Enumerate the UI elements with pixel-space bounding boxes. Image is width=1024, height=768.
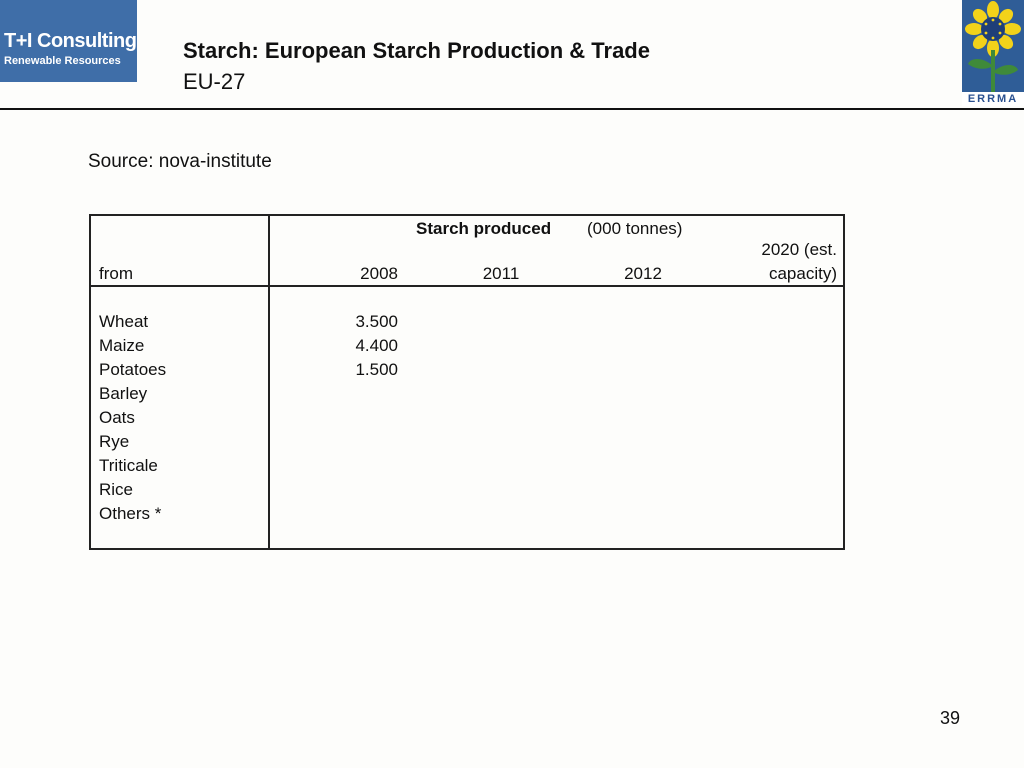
tic-logo-line1: T+I Consulting (4, 30, 137, 52)
row-label-barley: Barley (99, 384, 148, 403)
col-header-2012: 2012 (624, 264, 662, 283)
col-header-from: from (99, 264, 133, 283)
source-note: Source: nova-institute (88, 151, 272, 172)
row-label-rice: Rice (99, 480, 134, 499)
col-header-2020-line2: capacity) (768, 264, 837, 283)
col-header-2011: 2011 (482, 264, 520, 283)
row-value-wheat-2008: 3.500 (355, 312, 398, 331)
row-label-others: Others * (99, 504, 162, 523)
col-header-2008: 2008 (360, 264, 398, 283)
col-header-2020-line1: 2020 (est. (761, 240, 837, 259)
tic-logo (0, 0, 137, 82)
row-label-rye: Rye (99, 432, 130, 451)
table-column-divider (268, 216, 270, 548)
errma-logo-text: ERRMA (962, 92, 1024, 106)
group-header-title: Starch produced (416, 219, 552, 238)
row-label-oats: Oats (99, 408, 135, 427)
group-header-unit: (000 tonnes) (587, 219, 683, 238)
errma-logo (962, 0, 1024, 108)
slide-subtitle: EU-27 (183, 69, 246, 94)
tic-logo-line2: Renewable Resources (4, 55, 121, 67)
row-label-wheat: Wheat (99, 312, 149, 331)
row-label-triticale: Triticale (99, 456, 158, 475)
starch-table (89, 214, 845, 550)
row-label-maize: Maize (99, 336, 145, 355)
page-number: 39 (940, 708, 961, 728)
row-value-maize-2008: 4.400 (355, 336, 398, 355)
sunflower-icon (962, 0, 1024, 92)
header-divider (0, 108, 1024, 110)
row-value-potatoes-2008: 1.500 (355, 360, 398, 379)
slide-title: Starch: European Starch Production & Trade (183, 38, 650, 63)
row-label-potatoes: Potatoes (99, 360, 167, 379)
